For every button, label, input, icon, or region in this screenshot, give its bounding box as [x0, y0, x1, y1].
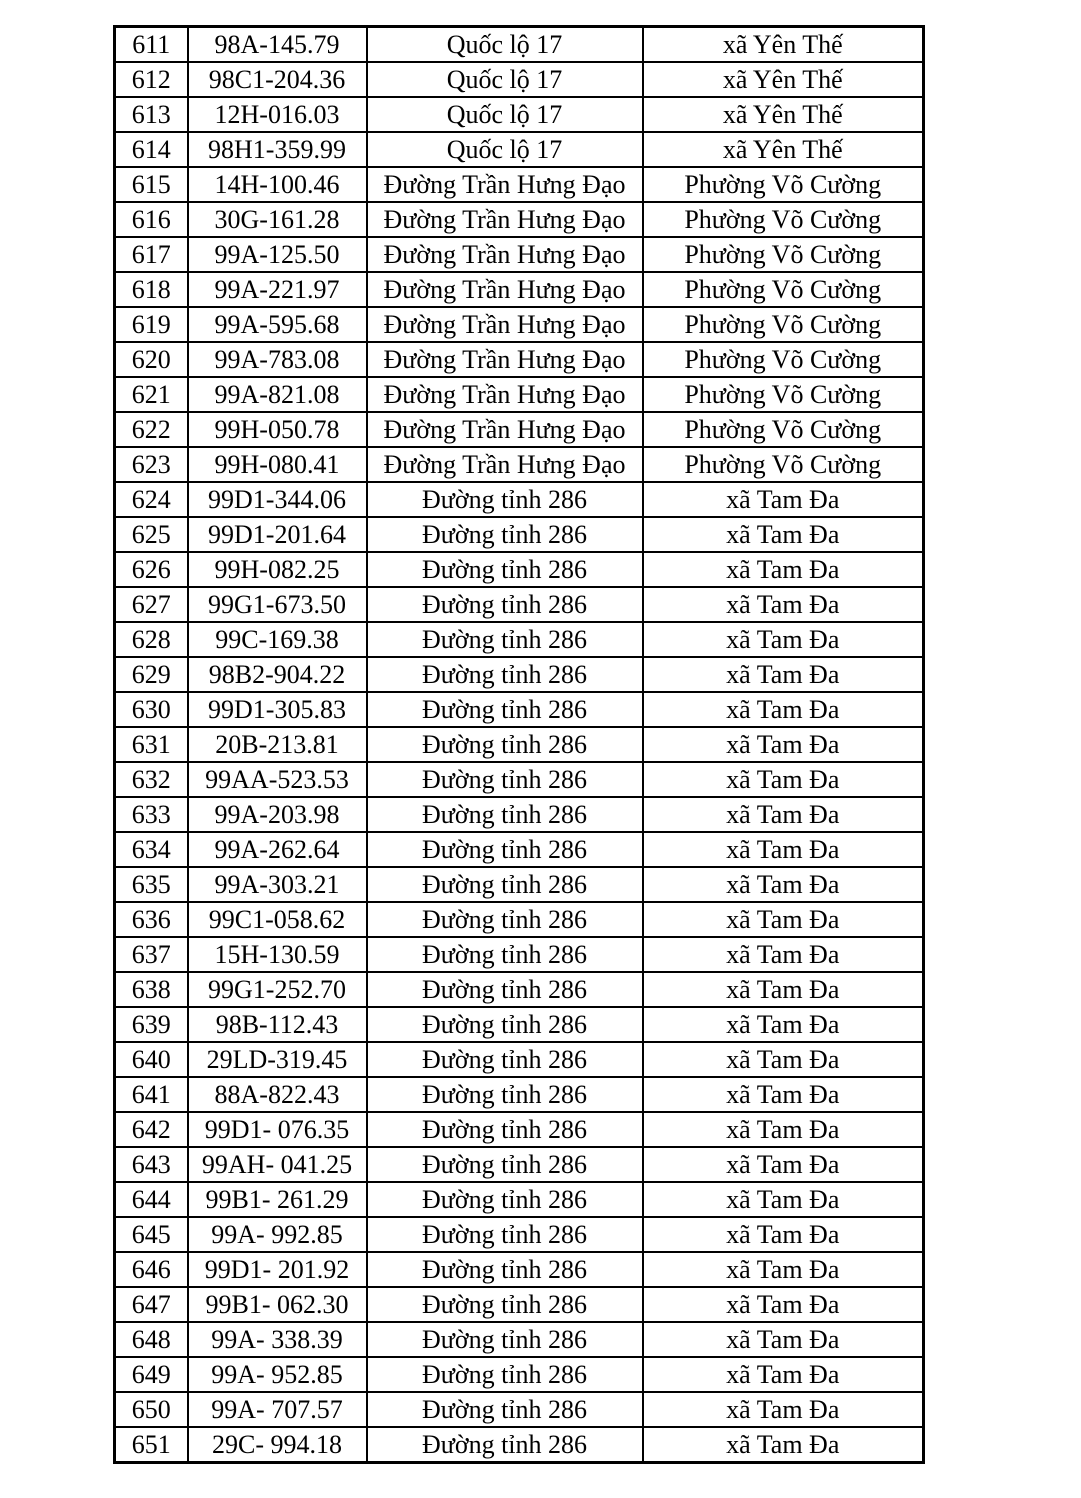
ward-cell: xã Tam Đa — [643, 727, 924, 762]
license-plate-cell: 98B-112.43 — [188, 1007, 367, 1042]
row-number-cell: 642 — [115, 1112, 188, 1147]
street-cell: Đường tỉnh 286 — [367, 867, 643, 902]
street-cell: Đường tỉnh 286 — [367, 762, 643, 797]
street-cell: Đường tỉnh 286 — [367, 517, 643, 552]
street-cell: Quốc lộ 17 — [367, 132, 643, 167]
street-cell: Đường tỉnh 286 — [367, 1077, 643, 1112]
license-plate-cell: 30G-161.28 — [188, 202, 367, 237]
table-row — [115, 377, 924, 412]
row-number-cell: 614 — [115, 132, 188, 167]
row-number-cell: 615 — [115, 167, 188, 202]
license-plate-cell: 99D1-344.06 — [188, 482, 367, 517]
row-number-cell: 643 — [115, 1147, 188, 1182]
license-plate-cell: 99A-221.97 — [188, 272, 367, 307]
ward-cell: Phường Võ Cường — [643, 412, 924, 447]
table-row — [115, 342, 924, 377]
street-cell: Đường tỉnh 286 — [367, 1322, 643, 1357]
table-row — [115, 62, 924, 97]
row-number-cell: 627 — [115, 587, 188, 622]
license-plate-cell: 99AH- 041.25 — [188, 1147, 367, 1182]
ward-cell: xã Yên Thế — [643, 132, 924, 167]
license-plate-cell: 99G1-252.70 — [188, 972, 367, 1007]
ward-cell: Phường Võ Cường — [643, 237, 924, 272]
table-row — [115, 1427, 924, 1463]
license-plate-cell: 99A- 952.85 — [188, 1357, 367, 1392]
row-number-cell: 616 — [115, 202, 188, 237]
row-number-cell: 637 — [115, 937, 188, 972]
license-plate-cell: 99B1- 062.30 — [188, 1287, 367, 1322]
table-row — [115, 832, 924, 867]
table-row — [115, 27, 924, 63]
table-row — [115, 972, 924, 1007]
row-number-cell: 622 — [115, 412, 188, 447]
row-number-cell: 641 — [115, 1077, 188, 1112]
license-plate-cell: 99D1-201.64 — [188, 517, 367, 552]
street-cell: Đường tỉnh 286 — [367, 1427, 643, 1463]
license-plate-cell: 98B2-904.22 — [188, 657, 367, 692]
ward-cell: xã Tam Đa — [643, 692, 924, 727]
license-plate-cell: 99H-050.78 — [188, 412, 367, 447]
ward-cell: xã Yên Thế — [643, 62, 924, 97]
ward-cell: xã Tam Đa — [643, 1112, 924, 1147]
ward-cell: xã Yên Thế — [643, 27, 924, 63]
table-body — [115, 27, 924, 1463]
street-cell: Đường Trần Hưng Đạo — [367, 237, 643, 272]
ward-cell: xã Tam Đa — [643, 622, 924, 657]
table-row — [115, 762, 924, 797]
table-row — [115, 622, 924, 657]
row-number-cell: 625 — [115, 517, 188, 552]
license-plate-cell: 99A-595.68 — [188, 307, 367, 342]
vehicle-list-table — [113, 25, 925, 1464]
ward-cell: xã Tam Đa — [643, 797, 924, 832]
table-row — [115, 1217, 924, 1252]
license-plate-cell: 98H1-359.99 — [188, 132, 367, 167]
license-plate-cell: 29C- 994.18 — [188, 1427, 367, 1463]
ward-cell: xã Tam Đa — [643, 1322, 924, 1357]
ward-cell: Phường Võ Cường — [643, 167, 924, 202]
street-cell: Đường tỉnh 286 — [367, 797, 643, 832]
table-row — [115, 1322, 924, 1357]
street-cell: Quốc lộ 17 — [367, 62, 643, 97]
row-number-cell: 638 — [115, 972, 188, 1007]
street-cell: Đường tỉnh 286 — [367, 1007, 643, 1042]
ward-cell: xã Tam Đa — [643, 482, 924, 517]
license-plate-cell: 99C1-058.62 — [188, 902, 367, 937]
license-plate-cell: 29LD-319.45 — [188, 1042, 367, 1077]
table-row — [115, 1112, 924, 1147]
ward-cell: xã Tam Đa — [643, 1392, 924, 1427]
row-number-cell: 648 — [115, 1322, 188, 1357]
row-number-cell: 647 — [115, 1287, 188, 1322]
row-number-cell: 636 — [115, 902, 188, 937]
ward-cell: xã Tam Đa — [643, 867, 924, 902]
row-number-cell: 630 — [115, 692, 188, 727]
ward-cell: Phường Võ Cường — [643, 377, 924, 412]
table-row — [115, 1042, 924, 1077]
street-cell: Đường tỉnh 286 — [367, 727, 643, 762]
row-number-cell: 650 — [115, 1392, 188, 1427]
street-cell: Quốc lộ 17 — [367, 27, 643, 63]
table-row — [115, 307, 924, 342]
table-row — [115, 517, 924, 552]
table-row — [115, 447, 924, 482]
ward-cell: xã Tam Đa — [643, 937, 924, 972]
table-row — [115, 272, 924, 307]
table-row — [115, 237, 924, 272]
ward-cell: Phường Võ Cường — [643, 202, 924, 237]
license-plate-cell: 99A-203.98 — [188, 797, 367, 832]
table-row — [115, 727, 924, 762]
ward-cell: xã Tam Đa — [643, 587, 924, 622]
table-row — [115, 937, 924, 972]
ward-cell: xã Tam Đa — [643, 1287, 924, 1322]
street-cell: Đường Trần Hưng Đạo — [367, 307, 643, 342]
street-cell: Đường tỉnh 286 — [367, 902, 643, 937]
row-number-cell: 644 — [115, 1182, 188, 1217]
ward-cell: xã Tam Đa — [643, 1252, 924, 1287]
table-row — [115, 797, 924, 832]
street-cell: Đường tỉnh 286 — [367, 1252, 643, 1287]
license-plate-cell: 99AA-523.53 — [188, 762, 367, 797]
row-number-cell: 631 — [115, 727, 188, 762]
license-plate-cell: 99H-082.25 — [188, 552, 367, 587]
street-cell: Đường tỉnh 286 — [367, 1217, 643, 1252]
ward-cell: xã Tam Đa — [643, 972, 924, 1007]
ward-cell: Phường Võ Cường — [643, 447, 924, 482]
street-cell: Đường tỉnh 286 — [367, 832, 643, 867]
street-cell: Đường tỉnh 286 — [367, 1392, 643, 1427]
table-row — [115, 552, 924, 587]
license-plate-cell: 99C-169.38 — [188, 622, 367, 657]
street-cell: Đường Trần Hưng Đạo — [367, 342, 643, 377]
ward-cell: xã Tam Đa — [643, 902, 924, 937]
license-plate-cell: 99A-783.08 — [188, 342, 367, 377]
street-cell: Đường tỉnh 286 — [367, 1357, 643, 1392]
street-cell: Đường tỉnh 286 — [367, 1042, 643, 1077]
ward-cell: xã Yên Thế — [643, 97, 924, 132]
street-cell: Đường tỉnh 286 — [367, 692, 643, 727]
street-cell: Đường Trần Hưng Đạo — [367, 167, 643, 202]
row-number-cell: 651 — [115, 1427, 188, 1463]
license-plate-cell: 99A- 707.57 — [188, 1392, 367, 1427]
row-number-cell: 632 — [115, 762, 188, 797]
ward-cell: xã Tam Đa — [643, 1427, 924, 1463]
street-cell: Đường tỉnh 286 — [367, 1182, 643, 1217]
table-row — [115, 1252, 924, 1287]
license-plate-cell: 15H-130.59 — [188, 937, 367, 972]
table-row — [115, 1392, 924, 1427]
license-plate-cell: 12H-016.03 — [188, 97, 367, 132]
row-number-cell: 628 — [115, 622, 188, 657]
street-cell: Đường tỉnh 286 — [367, 657, 643, 692]
license-plate-cell: 14H-100.46 — [188, 167, 367, 202]
row-number-cell: 620 — [115, 342, 188, 377]
ward-cell: xã Tam Đa — [643, 1007, 924, 1042]
license-plate-cell: 99D1- 076.35 — [188, 1112, 367, 1147]
license-plate-cell: 98A-145.79 — [188, 27, 367, 63]
license-plate-cell: 98C1-204.36 — [188, 62, 367, 97]
street-cell: Đường tỉnh 286 — [367, 587, 643, 622]
table-row — [115, 167, 924, 202]
ward-cell: xã Tam Đa — [643, 762, 924, 797]
table-row — [115, 132, 924, 167]
table-row — [115, 692, 924, 727]
row-number-cell: 626 — [115, 552, 188, 587]
ward-cell: xã Tam Đa — [643, 1357, 924, 1392]
row-number-cell: 621 — [115, 377, 188, 412]
ward-cell: Phường Võ Cường — [643, 272, 924, 307]
street-cell: Đường tỉnh 286 — [367, 1112, 643, 1147]
street-cell: Đường Trần Hưng Đạo — [367, 447, 643, 482]
row-number-cell: 634 — [115, 832, 188, 867]
table-row — [115, 1007, 924, 1042]
license-plate-cell: 88A-822.43 — [188, 1077, 367, 1112]
ward-cell: xã Tam Đa — [643, 1077, 924, 1112]
license-plate-cell: 99B1- 261.29 — [188, 1182, 367, 1217]
row-number-cell: 635 — [115, 867, 188, 902]
ward-cell: xã Tam Đa — [643, 1042, 924, 1077]
license-plate-cell: 99D1- 201.92 — [188, 1252, 367, 1287]
row-number-cell: 646 — [115, 1252, 188, 1287]
row-number-cell: 617 — [115, 237, 188, 272]
street-cell: Đường Trần Hưng Đạo — [367, 272, 643, 307]
table-row — [115, 867, 924, 902]
row-number-cell: 624 — [115, 482, 188, 517]
ward-cell: xã Tam Đa — [643, 1182, 924, 1217]
table-row — [115, 412, 924, 447]
ward-cell: xã Tam Đa — [643, 1217, 924, 1252]
license-plate-cell: 99A- 992.85 — [188, 1217, 367, 1252]
street-cell: Đường Trần Hưng Đạo — [367, 412, 643, 447]
street-cell: Đường Trần Hưng Đạo — [367, 377, 643, 412]
street-cell: Đường tỉnh 286 — [367, 1147, 643, 1182]
row-number-cell: 619 — [115, 307, 188, 342]
license-plate-cell: 99A-303.21 — [188, 867, 367, 902]
license-plate-cell: 99A-821.08 — [188, 377, 367, 412]
table-row — [115, 902, 924, 937]
license-plate-cell: 99A-262.64 — [188, 832, 367, 867]
license-plate-cell: 99D1-305.83 — [188, 692, 367, 727]
license-plate-cell: 99A- 338.39 — [188, 1322, 367, 1357]
license-plate-cell: 99G1-673.50 — [188, 587, 367, 622]
ward-cell: xã Tam Đa — [643, 657, 924, 692]
ward-cell: xã Tam Đa — [643, 1147, 924, 1182]
row-number-cell: 611 — [115, 27, 188, 63]
row-number-cell: 633 — [115, 797, 188, 832]
ward-cell: Phường Võ Cường — [643, 307, 924, 342]
row-number-cell: 645 — [115, 1217, 188, 1252]
street-cell: Đường tỉnh 286 — [367, 1287, 643, 1322]
table-row — [115, 97, 924, 132]
table-row — [115, 1287, 924, 1322]
table-row — [115, 587, 924, 622]
license-plate-cell: 99A-125.50 — [188, 237, 367, 272]
row-number-cell: 649 — [115, 1357, 188, 1392]
table-row — [115, 1182, 924, 1217]
table-row — [115, 482, 924, 517]
row-number-cell: 618 — [115, 272, 188, 307]
row-number-cell: 623 — [115, 447, 188, 482]
row-number-cell: 612 — [115, 62, 188, 97]
ward-cell: xã Tam Đa — [643, 517, 924, 552]
row-number-cell: 613 — [115, 97, 188, 132]
ward-cell: xã Tam Đa — [643, 552, 924, 587]
ward-cell: Phường Võ Cường — [643, 342, 924, 377]
street-cell: Đường tỉnh 286 — [367, 482, 643, 517]
table-row — [115, 1077, 924, 1112]
license-plate-cell: 20B-213.81 — [188, 727, 367, 762]
street-cell: Đường tỉnh 286 — [367, 972, 643, 1007]
table-row — [115, 202, 924, 237]
row-number-cell: 639 — [115, 1007, 188, 1042]
table-row — [115, 1357, 924, 1392]
table-row — [115, 1147, 924, 1182]
street-cell: Đường tỉnh 286 — [367, 622, 643, 657]
street-cell: Đường tỉnh 286 — [367, 937, 643, 972]
row-number-cell: 640 — [115, 1042, 188, 1077]
street-cell: Đường Trần Hưng Đạo — [367, 202, 643, 237]
license-plate-cell: 99H-080.41 — [188, 447, 367, 482]
street-cell: Quốc lộ 17 — [367, 97, 643, 132]
ward-cell: xã Tam Đa — [643, 832, 924, 867]
row-number-cell: 629 — [115, 657, 188, 692]
table-row — [115, 657, 924, 692]
street-cell: Đường tỉnh 286 — [367, 552, 643, 587]
